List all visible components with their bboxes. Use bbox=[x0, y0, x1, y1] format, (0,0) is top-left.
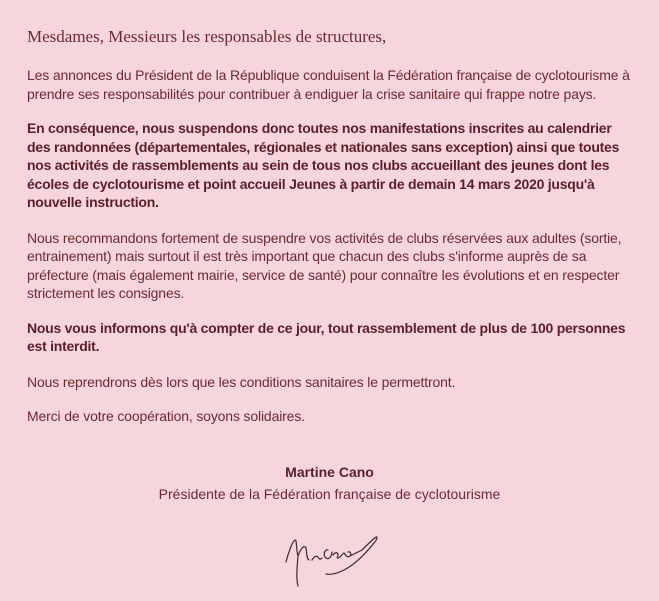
handwritten-signature bbox=[276, 520, 386, 590]
paragraph-suspension: En conséquence, nous suspendons donc toutes nos manifestations inscrites au calendrier des randonnées (départementales, régionales et nationales sans exception) ainsi que toutes nos activités de rassemblements au sein de tous nos clubs accueillant des jeunes dont les écoles de cyclotourisme et point accueil Jeunes à partir de demain 14 mars 2020 jusqu'à nouvelle instruction. bbox=[27, 120, 620, 210]
paragraph-thanks: Merci de votre coopération, soyons solidaires. bbox=[27, 408, 305, 424]
signatory-name: Martine Cano bbox=[285, 464, 374, 480]
paragraph-recommendation: Nous recommandons fortement de suspendre vos activités de clubs réservées aux adultes (sortie, entrainement) mais surtout il est très important que chacun des clubs s'informe auprès de sa préfecture (mais également mairie, service de santé) pour connaître les évolutions et en respecter strictement les consignes. bbox=[27, 229, 622, 301]
paragraph-resume: Nous reprendrons dès lors que les conditions sanitaires le permettront. bbox=[27, 373, 456, 390]
signature-block bbox=[0, 463, 659, 504]
signatory-title: Présidente de la Fédération française de cyclotourisme bbox=[158, 486, 501, 502]
letter-body bbox=[27, 0, 637, 426]
salutation: Mesdames, Messieurs les responsables de structures, bbox=[27, 27, 387, 46]
paragraph-gathering-ban: Nous vous informons qu'à compter de ce jour, tout rassemblement de plus de 100 personnes est interdit. bbox=[27, 319, 626, 354]
paragraph-announcement: Les annonces du Président de la République conduisent la Fédération française de cyclotourisme à prendre ses responsabilités pour contribuer à endiguer la crise sanitaire qui frappe notre pays. bbox=[27, 67, 630, 102]
